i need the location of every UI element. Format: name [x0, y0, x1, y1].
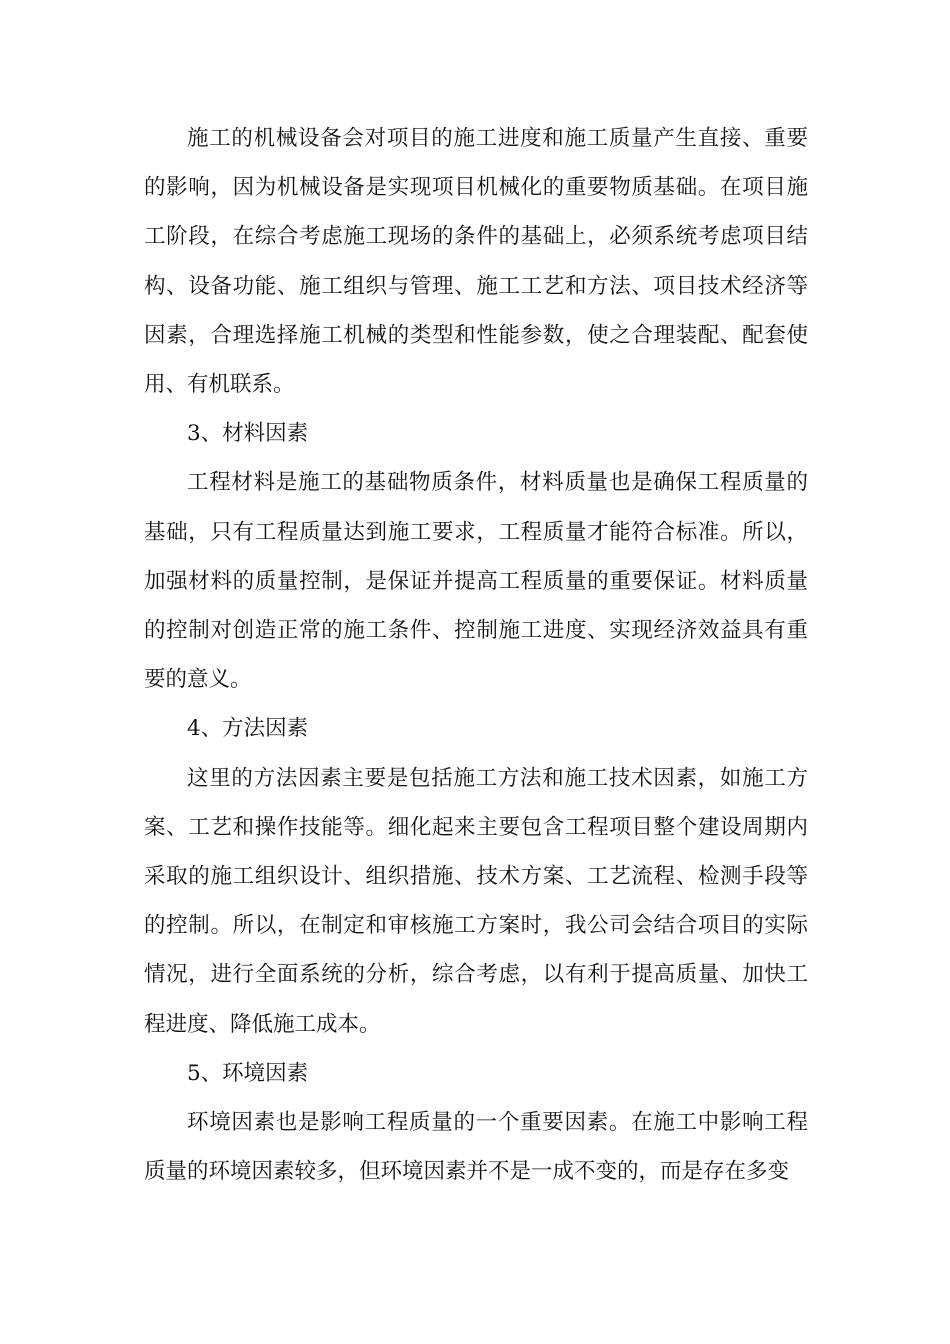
- paragraph-materials: 工程材料是施工的基础物质条件，材料质量也是确保工程质量的基础，只有工程质量达到施工要求，工程质量才能符合标准。所以，加强材料的质量控制，是保证并提高工程质量的重要保证。材料质量的控制对创造正常的施工条件、控制施工进度、实现经济效益具有重要的意义。: [144, 470, 808, 693]
- heading-materials: 3、材料因素: [187, 421, 309, 447]
- heading-environment: 5、环境因素: [187, 1060, 309, 1086]
- paragraph-environment: 环境因素也是影响工程质量的一个重要因素。在施工中影响工程质量的环境因素较多，但环境因素并不是一成不变的，而是存在多变: [144, 1110, 808, 1185]
- heading-methods: 4、方法因素: [187, 716, 309, 742]
- document-body: [144, 114, 808, 1196]
- paragraph-machinery: 施工的机械设备会对项目的施工进度和施工质量产生直接、重要的影响，因为机械设备是实现项目机械化的重要物质基础。在项目施工阶段，在综合考虑施工现场的条件的基础上，必须系统考虑项目结构、设备功能、施工组织与管理、施工工艺和方法、项目技术经济等因素，合理选择施工机械的类型和性能参数，使之合理装配、配套使用、有机联系。: [144, 126, 808, 398]
- paragraph-methods: 这里的方法因素主要是包括施工方法和施工技术因素，如施工方案、工艺和操作技能等。细化起来主要包含工程项目整个建设周期内采取的施工组织设计、组织措施、技术方案、工艺流程、检测手段等的控制。所以，在制定和审核施工方案时，我公司会结合项目的实际情况，进行全面系统的分析，综合考虑，以有利于提高质量、加快工程进度、降低施工成本。: [144, 765, 808, 1037]
